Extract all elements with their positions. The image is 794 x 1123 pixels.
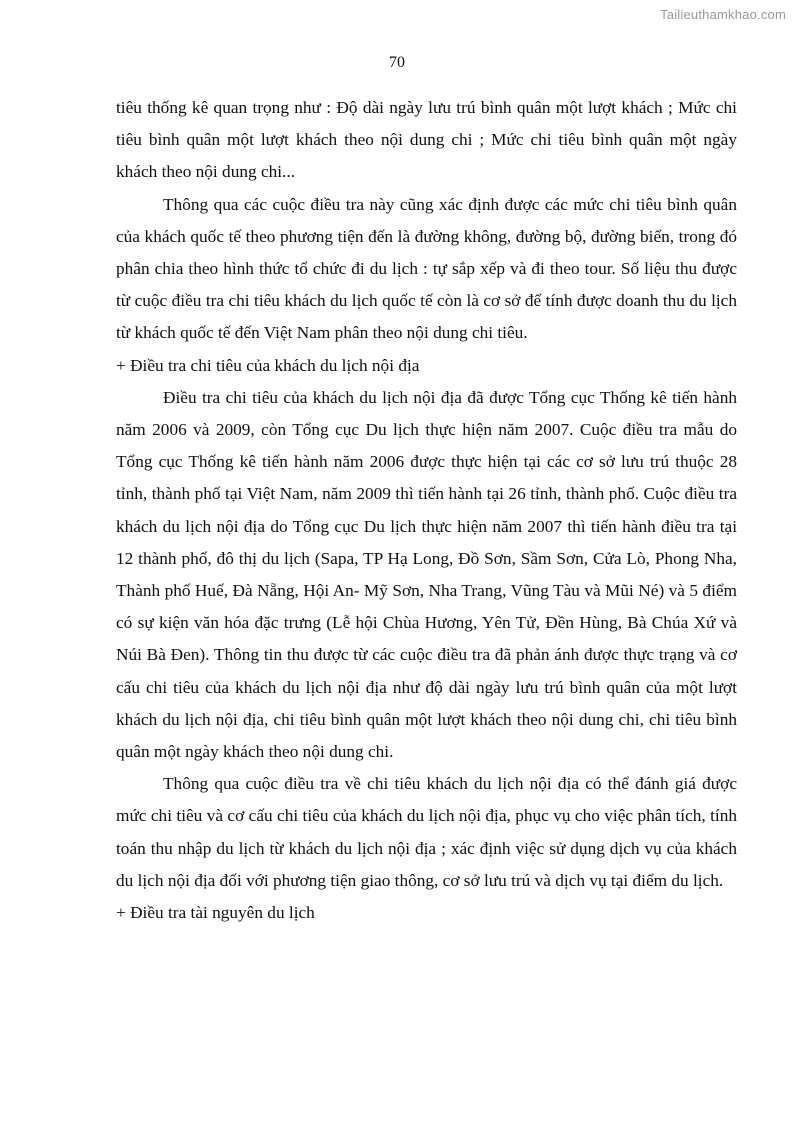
watermark-text: Tailieuthamkhao.com — [660, 7, 786, 22]
page-number: 70 — [389, 54, 405, 71]
paragraph-international-spending: Thông qua các cuộc điều tra này cũng xác định được các mức chi tiêu bình quân của khách quốc tế theo phương tiện đến là đường không, đường bộ, đường biển, trong đó phân chia theo hình thức tổ chức đi du lịch : tự sắp xếp và đi theo tour. Số liệu thu được từ cuộc điều tra chi tiêu khách du lịch quốc tế còn là cơ sở để tính được doanh thu du lịch từ khách quốc tế đến Việt Nam phân theo nội dung chi tiêu. — [116, 194, 737, 343]
section-heading-tourism-resources: + Điều tra tài nguyên du lịch — [116, 903, 315, 923]
paragraph-domestic-assessment: Thông qua cuộc điều tra về chi tiêu khách du lịch nội địa có thể đánh giá được mức chi tiêu và cơ cấu chi tiêu của khách du lịch nội địa, phục vụ cho việc phân tích, tính toán thu nhập du lịch từ khách du lịch nội địa ; xác định việc sử dụng dịch vụ của khách du lịch nội địa đối với phương tiện giao thông, cơ sở lưu trú và dịch vụ tại điểm du lịch. — [116, 774, 737, 890]
document-body — [116, 92, 737, 929]
paragraph-continuation: tiêu thống kê quan trọng như : Độ dài ngày lưu trú bình quân một lượt khách ; Mức chi tiêu bình quân một lượt khách theo nội dung chi ; Mức chi tiêu bình quân một ngày khách theo nội dung chi... — [116, 98, 737, 182]
section-heading-domestic-spending: + Điều tra chi tiêu của khách du lịch nội địa — [116, 355, 420, 375]
paragraph-domestic-survey: Điều tra chi tiêu của khách du lịch nội địa đã được Tổng cục Thống kê tiến hành năm 2006 và 2009, còn Tổng cục Du lịch thực hiện năm 2007. Cuộc điều tra mẫu do Tổng cục Thống kê tiến hành năm 2006 được thực hiện tại các cơ sở lưu trú thuộc 28 tỉnh, thành phố tại Việt Nam, năm 2009 thì tiến hành tại 26 tỉnh, thành phố. Cuộc điều tra khách du lịch nội địa do Tổng cục Du lịch thực hiện năm 2007 thì tiến hành điều tra tại 12 thành phố, đô thị du lịch (Sapa, TP Hạ Long, Đồ Sơn, Sầm Sơn, Cửa Lò, Phong Nha, Thành phố Huế, Đà Nẵng, Hội An- Mỹ Sơn, Nha Trang, Vũng Tàu và Mũi Né) và 5 điểm có sự kiện văn hóa đặc trưng (Lễ hội Chùa Hương, Yên Tử, Đền Hùng, Bà Chúa Xứ và Núi Bà Đen). Thông tin thu được từ các cuộc điều tra đã phản ánh được thực trạng và cơ cấu chi tiêu của khách du lịch nội địa như độ dài ngày lưu trú bình quân của một lượt khách du lịch nội địa, chi tiêu bình quân một lượt khách theo nội dung chi, chi tiêu bình quân một ngày khách theo nội dung chi. — [116, 387, 737, 762]
